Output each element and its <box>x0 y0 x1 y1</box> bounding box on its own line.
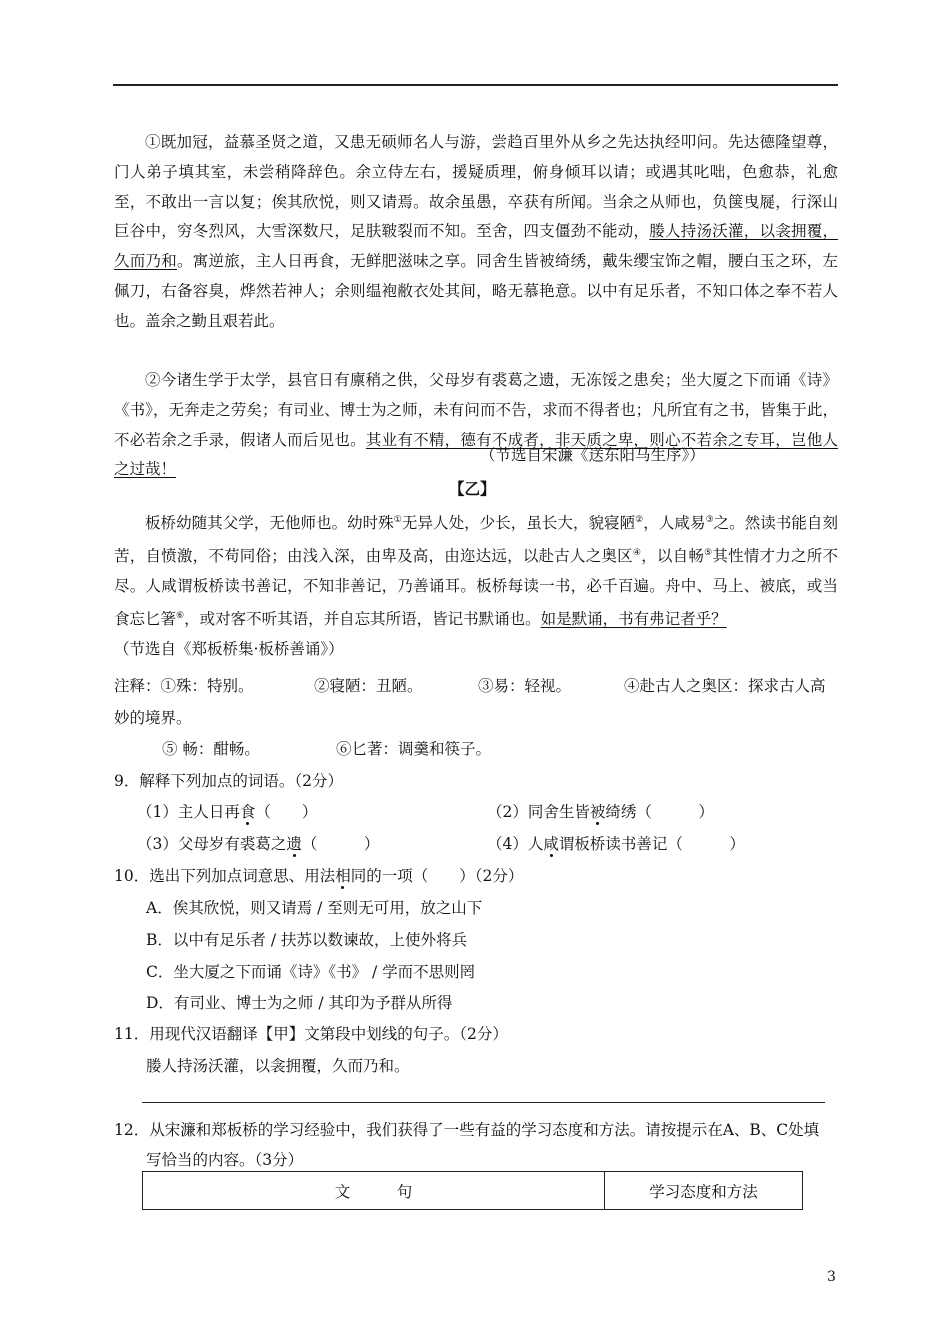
jia-paragraph-2 <box>114 366 838 485</box>
q10-option-b: B．以中有足乐者 / 扶苏以数谏故，上使外将兵 <box>146 931 467 949</box>
yi-heading: 【乙】 <box>449 479 496 498</box>
q9-3-dotted-word: 遗 <box>286 835 302 853</box>
yi-text-2: 无异人处，少长，虽长大，貌寝陋 <box>401 514 636 533</box>
jia-p1-text-b: 。寓逆旅，主人日再食，无鲜肥滋味之享。同舍生皆被绮绣，戴朱缨宝饰之帽，腰白玉之环，左佩刀，右备容臭，烨然若神人；余则缊袍敝衣处其间，略无慕艳意。以中有足乐者，不知口体之奉不若人也。盖余之勤且艰若此。 <box>114 252 838 330</box>
notes-label: 注释： <box>114 677 161 695</box>
q11-stem: 11．用现代汉语翻译【甲】文第段中划线的句子。（2分） <box>114 1025 508 1043</box>
jia-p1-underlined: 媵人持汤沃灌，以衾拥覆，久而乃和 <box>114 222 838 271</box>
table-header-sentence: 文 句 <box>143 1172 605 1210</box>
q10-stem-post: 同的一项（ ）（2分） <box>350 867 524 885</box>
q9-item-2 <box>487 800 714 822</box>
table-header-method: 学习态度和方法 <box>605 1172 803 1210</box>
q9-1-blank: （ ） <box>255 803 318 821</box>
q9-2-blank: 绮绣（ ） <box>605 803 714 821</box>
q9-item-4 <box>487 832 745 854</box>
q12-stem-line-2: 写恰当的内容。（3分） <box>146 1151 304 1169</box>
q9-1-dotted-word: 食 <box>239 803 256 821</box>
header-rule <box>113 84 838 86</box>
note-4-continued: 妙的境界。 <box>114 709 192 727</box>
q9-1-pre: （1）主人日再 <box>137 803 240 821</box>
q9-4-pre: （4）人 <box>487 835 544 853</box>
q10-stem <box>114 864 523 886</box>
footnote-mark-2: ② <box>635 515 644 525</box>
note-3: ③易：轻视。 <box>478 677 572 695</box>
yi-underlined: 如是默诵，书有弗记者乎？ <box>540 609 727 628</box>
q9-2-dotted-word: 被 <box>589 803 606 821</box>
footnote-mark-3: ③ <box>705 515 714 525</box>
note-2: ②寝陋：丑陋。 <box>314 677 423 695</box>
note-5: ⑤ 畅：酣畅。 <box>162 740 260 758</box>
q11-sentence: 媵人持汤沃灌，以衾拥覆，久而乃和。 <box>146 1057 410 1075</box>
q9-3-blank: （ ） <box>301 835 380 853</box>
yi-source: （节选自《郑板桥集·板桥善诵》） <box>114 639 344 658</box>
q10-stem-dotted: 相 <box>335 867 351 885</box>
footnote-mark-1: ① <box>393 515 402 525</box>
jia-p2-text-a: ②今诸生学于太学，县官日有廪稍之供，父母岁有裘葛之遗，无冻馁之患矣；坐大厦之下而诵《诗》《书》，无奔走之劳矣；有司业、博士为之师，未有问而不告，求而不得者也；凡所宜有之书，皆集于此，不必若余之手录，假诸人而后见也。 <box>114 371 838 449</box>
note-6: ⑥匕著：调羹和筷子。 <box>336 740 492 758</box>
q9-item-1 <box>137 800 317 822</box>
q9-2-pre: （2）同舍生皆 <box>487 803 590 821</box>
yi-paragraph <box>114 506 838 664</box>
yi-text-4: 之。然读书能自刻苦，自愤激，不苟同俗；由浅入深，由卑及高，由迩达远，以赴古人之奥区 <box>114 514 838 566</box>
footnote-mark-4: ④ <box>632 547 642 558</box>
q12-table <box>142 1171 803 1210</box>
q10-option-a: A．俟其欣悦，则又请焉 / 至则无可用，放之山下 <box>146 899 483 917</box>
jia-source: （节选自宋濂《送东阳马生序》） <box>480 446 705 464</box>
q9-4-blank: 谓板桥读书善记（ ） <box>558 835 745 853</box>
q10-stem-pre: 10．选出下列加点词意思、用法 <box>114 867 336 885</box>
q9-stem: 9．解释下列加点的词语。（2分） <box>114 772 343 790</box>
q9-item-3 <box>137 832 379 854</box>
yi-text-5: ，以自畅 <box>641 547 705 566</box>
page-number: 3 <box>827 1269 836 1285</box>
jia-p2-underlined: 其业有不精，德有不成者，非天质之卑，则心不若余之专耳，岂他人之过哉！ <box>114 430 838 479</box>
notes-row-1 <box>114 674 254 696</box>
note-4: ④赴古人之奥区：探求古人高 <box>624 677 826 695</box>
q9-3-pre: （3）父母岁有裘葛之 <box>137 835 287 853</box>
footnote-mark-6: ⑥ <box>176 610 185 621</box>
q10-option-d: D．有司业、博士为之师 / 其印为予群从所得 <box>146 994 453 1012</box>
q12-stem-line-1: 12．从宋濂和郑板桥的学习经验中，我们获得了一些有益的学习态度和方法。请按提示在A、B、C处填 <box>114 1121 820 1139</box>
yi-text-6: 其性情才力之所不尽。人咸谓板桥读书善记，不知非善记，乃善诵耳。板桥每读一书，必千百遍。舟中、马上、被底，或当食忘匕箸 <box>114 547 838 628</box>
yi-text-3: ，人咸易 <box>643 514 706 533</box>
table-row <box>143 1172 803 1210</box>
yi-text-1: 板桥幼随其父学，无他师也。幼时殊 <box>145 514 394 533</box>
q11-answer-line <box>142 1102 825 1103</box>
q10-option-c: C．坐大厦之下而诵《诗》《书》 / 学而不思则罔 <box>146 963 476 981</box>
jia-paragraph-1 <box>114 128 838 337</box>
note-1: ①殊：特别。 <box>160 677 254 695</box>
yi-text-7: ，或对客不听其语，并自忘其所语，皆记书默诵也。 <box>184 609 541 628</box>
footnote-mark-5: ⑤ <box>704 547 713 558</box>
q9-4-dotted-word: 咸 <box>543 835 559 853</box>
jia-p1-text-a: ①既加冠，益慕圣贤之道，又患无硕师名人与游，尝趋百里外从乡之先达执经叩问。先达德隆望尊，门人弟子填其室，未尝稍降辞色。余立侍左右，援疑质理，俯身倾耳以请；或遇其叱咄，色愈恭，礼愈至，不敢出一言以复；俟其欣悦，则又请焉。故余虽愚，卒获有所闻。当余之从师也，负箧曳屣，行深山巨谷中，穷冬烈风，大雪深数尺，足肤皲裂而不知。至舍，四支僵劲不能动， <box>114 133 838 241</box>
